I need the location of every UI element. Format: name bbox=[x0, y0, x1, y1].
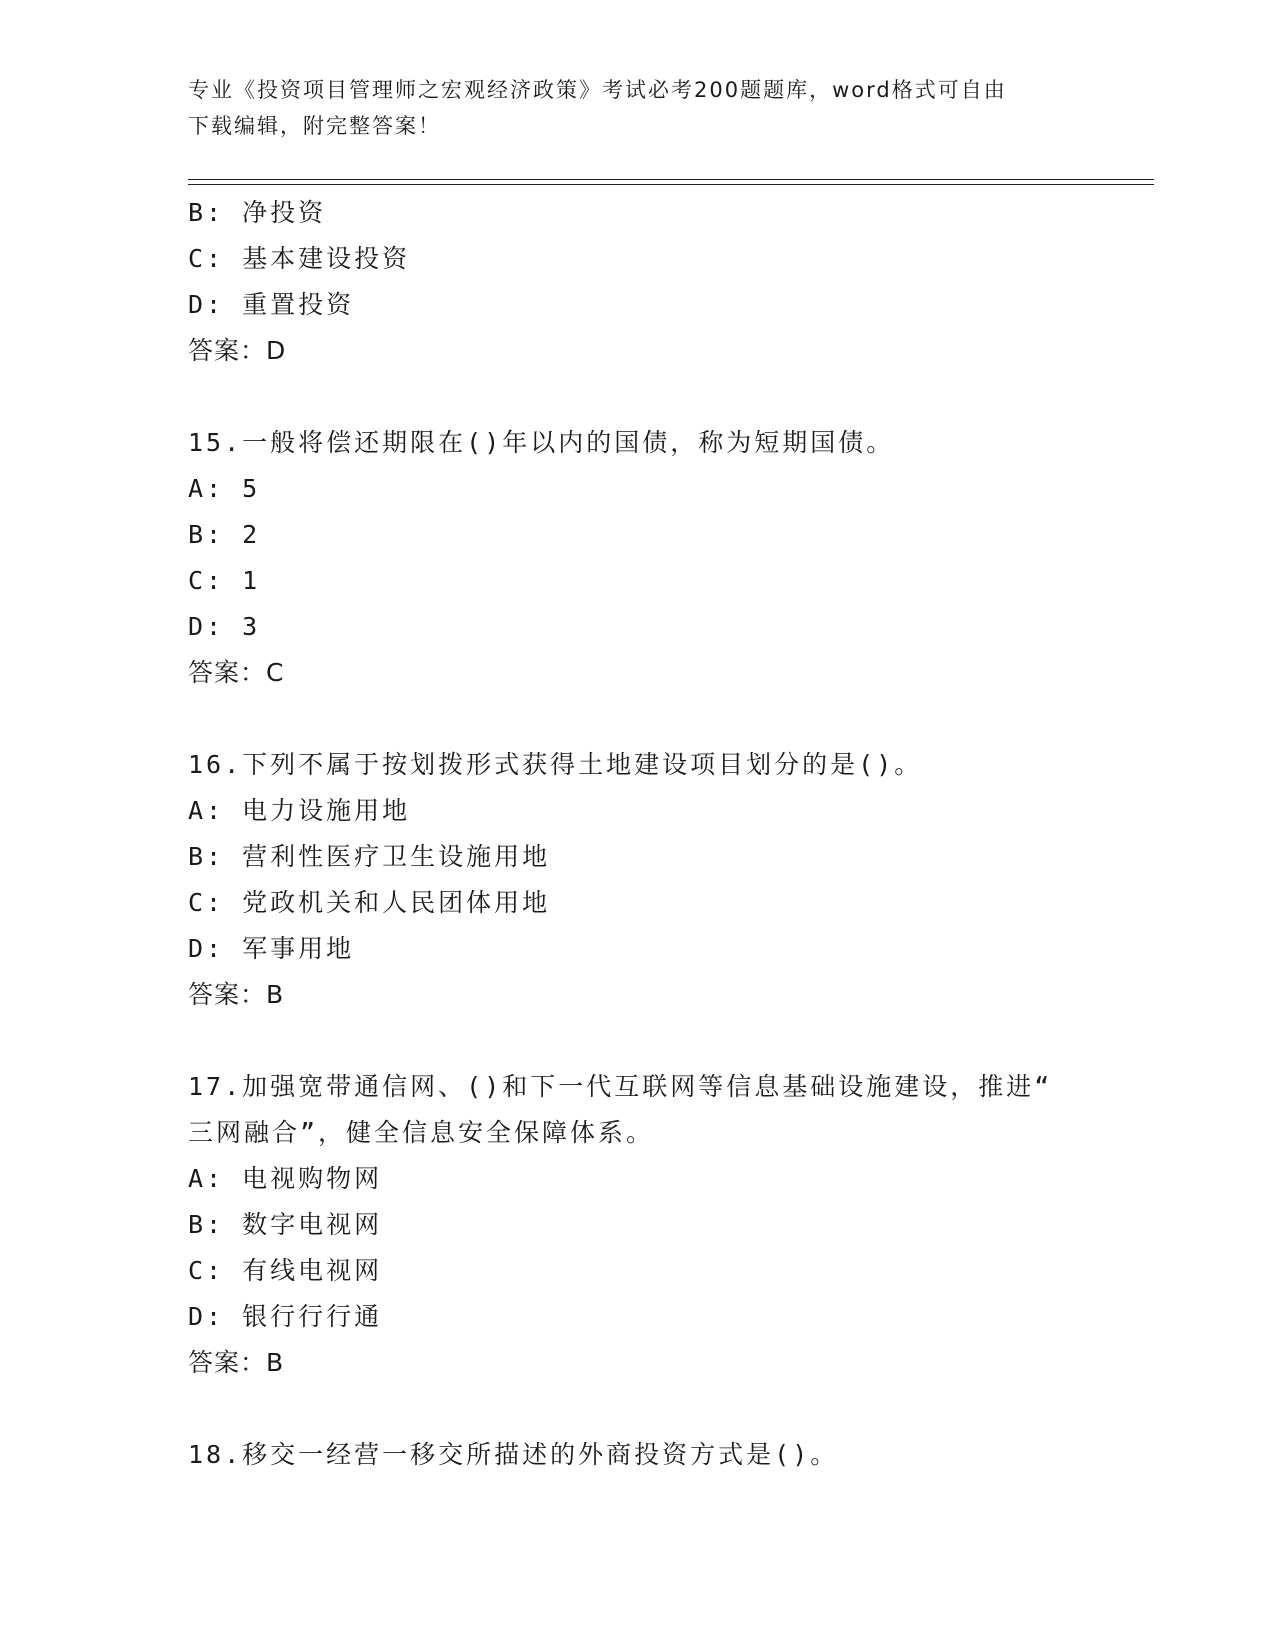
option-b: B: 营利性医疗卫生设施用地 bbox=[188, 842, 551, 871]
header-rule-top bbox=[188, 179, 1154, 180]
option-d: D: 重置投资 bbox=[188, 290, 355, 319]
option-b: B: 净投资 bbox=[188, 198, 327, 227]
question-stem: 18.移交一经营一移交所描述的外商投资方式是()。 bbox=[188, 1440, 839, 1469]
option-a: A: 电力设施用地 bbox=[188, 796, 411, 825]
answer-line: 答案：C bbox=[188, 658, 285, 687]
question-list bbox=[188, 190, 1088, 1478]
option-d: D: 3 bbox=[188, 612, 261, 641]
question-stem-line-2: 三网融合”，健全信息安全保障体系。 bbox=[188, 1118, 655, 1147]
document-header bbox=[188, 72, 1088, 144]
header-line-2: 下载编辑，附完整答案！ bbox=[188, 114, 441, 138]
question-17 bbox=[188, 1064, 1088, 1386]
question-15 bbox=[188, 420, 1088, 696]
option-b: B: 2 bbox=[188, 520, 261, 549]
question-18 bbox=[188, 1432, 1088, 1478]
option-b: B: 数字电视网 bbox=[188, 1210, 383, 1239]
answer-line: 答案：B bbox=[188, 1348, 285, 1377]
header-rule-bottom bbox=[188, 184, 1154, 185]
question-14-continuation bbox=[188, 190, 1088, 374]
answer-line: 答案：B bbox=[188, 980, 285, 1009]
option-c: C: 基本建设投资 bbox=[188, 244, 411, 273]
option-c: C: 1 bbox=[188, 566, 261, 595]
option-a: A: 5 bbox=[188, 474, 261, 503]
option-c: C: 有线电视网 bbox=[188, 1256, 383, 1285]
question-stem: 15.一般将偿还期限在()年以内的国债，称为短期国债。 bbox=[188, 428, 895, 457]
option-a: A: 电视购物网 bbox=[188, 1164, 383, 1193]
header-line-1: 专业《投资项目管理师之宏观经济政策》考试必考200题题库，word格式可自由 bbox=[188, 78, 1007, 102]
option-d: D: 军事用地 bbox=[188, 934, 355, 963]
question-stem-line-1: 17.加强宽带通信网、()和下一代互联网等信息基础设施建设，推进“ bbox=[188, 1072, 1053, 1101]
question-16 bbox=[188, 742, 1088, 1018]
answer-line: 答案：D bbox=[188, 336, 287, 365]
option-c: C: 党政机关和人民团体用地 bbox=[188, 888, 551, 917]
option-d: D: 银行行行通 bbox=[188, 1302, 383, 1331]
question-stem: 16.下列不属于按划拨形式获得土地建设项目划分的是()。 bbox=[188, 750, 923, 779]
